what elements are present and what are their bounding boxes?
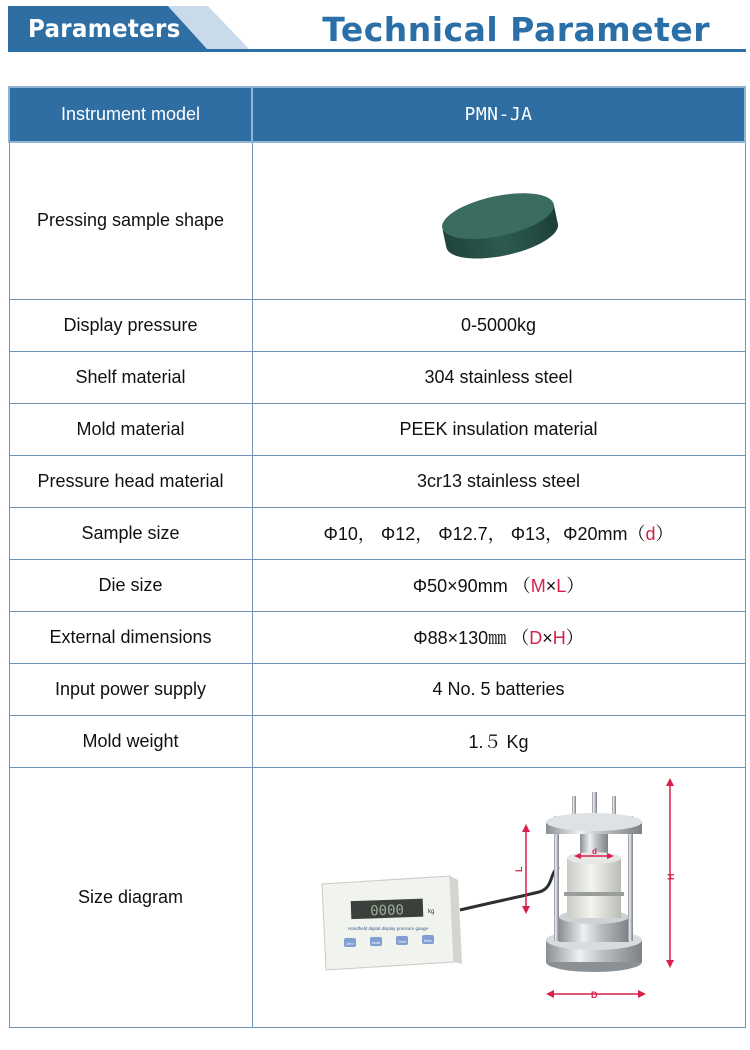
digital-gauge bbox=[322, 876, 462, 970]
table-row bbox=[9, 142, 745, 299]
row-label: Sample size bbox=[9, 507, 252, 559]
table-row bbox=[9, 767, 745, 1027]
table-header-row bbox=[9, 87, 745, 142]
press-and-gauge-photo bbox=[254, 772, 744, 1022]
table-row bbox=[9, 299, 745, 351]
gauge-button-label: Enter bbox=[423, 939, 432, 943]
table-row bbox=[9, 559, 745, 611]
gauge-caption: Handheld digital display pressure gauge bbox=[347, 926, 428, 931]
dim-h-accent: H bbox=[552, 628, 566, 648]
dim-m-accent: M bbox=[530, 576, 546, 596]
row-value: PEEK insulation material bbox=[252, 403, 745, 455]
dark-green-disc-image bbox=[434, 176, 564, 266]
gauge-button-label: Mode bbox=[371, 941, 380, 945]
parameters-table bbox=[8, 86, 746, 1028]
gauge-cable bbox=[460, 867, 559, 910]
gauge-button-label: Zero bbox=[345, 942, 354, 946]
dim-d-accent: d bbox=[645, 524, 656, 544]
table-row bbox=[9, 403, 745, 455]
row-label: Pressing sample shape bbox=[9, 142, 252, 299]
table-row bbox=[9, 611, 745, 663]
row-value: 0-5000kg bbox=[252, 299, 745, 351]
parameters-tab-label: Parameters bbox=[28, 14, 181, 43]
header-divider bbox=[8, 49, 746, 52]
dim-d-upper-accent: D bbox=[529, 628, 543, 648]
row-value: 1.５ Kg bbox=[252, 715, 745, 767]
row-value bbox=[252, 611, 745, 663]
press-mold bbox=[546, 792, 642, 972]
sample-shape-cell bbox=[252, 142, 745, 299]
table-row bbox=[9, 663, 745, 715]
row-label: External dimensions bbox=[9, 611, 252, 663]
row-value: 3cr13 stainless steel bbox=[252, 455, 745, 507]
row-label: Die size bbox=[9, 559, 252, 611]
times-sign: × bbox=[545, 576, 557, 596]
dim-L-label: L bbox=[513, 866, 524, 872]
gauge-button-label: Clear bbox=[397, 940, 406, 944]
close-paren: ） bbox=[566, 576, 585, 596]
row-label: Display pressure bbox=[9, 299, 252, 351]
row-value bbox=[252, 559, 745, 611]
size-diagram-cell bbox=[252, 767, 745, 1027]
model-value: PMN-JA bbox=[252, 87, 745, 142]
row-label: Pressure head material bbox=[9, 455, 252, 507]
external-dim-text: Φ88×130㎜ （ bbox=[413, 628, 530, 648]
page-header bbox=[0, 0, 750, 60]
gauge-reading: 0000 bbox=[369, 902, 404, 920]
table-row bbox=[9, 507, 745, 559]
row-value bbox=[252, 507, 745, 559]
row-label: Size diagram bbox=[9, 767, 252, 1027]
table-row bbox=[9, 455, 745, 507]
close-paren: ） bbox=[655, 524, 674, 544]
model-label: Instrument model bbox=[9, 87, 252, 142]
row-value: 4 No. 5 batteries bbox=[252, 663, 745, 715]
page-title: Technical Parameter bbox=[322, 10, 710, 49]
die-size-text: Φ50×90mm （ bbox=[412, 576, 531, 596]
row-label: Mold weight bbox=[9, 715, 252, 767]
close-paren: ） bbox=[565, 628, 584, 648]
gauge-unit: kg bbox=[427, 909, 434, 915]
row-label: Mold material bbox=[9, 403, 252, 455]
parameters-tab bbox=[8, 6, 250, 50]
sample-size-text: Φ10， Φ12， Φ12.7， Φ13，Φ20mm（ bbox=[323, 524, 646, 544]
dim-D-label: D bbox=[590, 990, 597, 1000]
dim-l-accent: L bbox=[556, 576, 567, 596]
row-label: Shelf material bbox=[9, 351, 252, 403]
table-row bbox=[9, 351, 745, 403]
row-value: 304 stainless steel bbox=[252, 351, 745, 403]
table-row bbox=[9, 715, 745, 767]
times-sign: × bbox=[542, 628, 553, 648]
dim-d-label: d bbox=[591, 847, 597, 856]
dim-H-label: H bbox=[665, 873, 676, 880]
row-label: Input power supply bbox=[9, 663, 252, 715]
